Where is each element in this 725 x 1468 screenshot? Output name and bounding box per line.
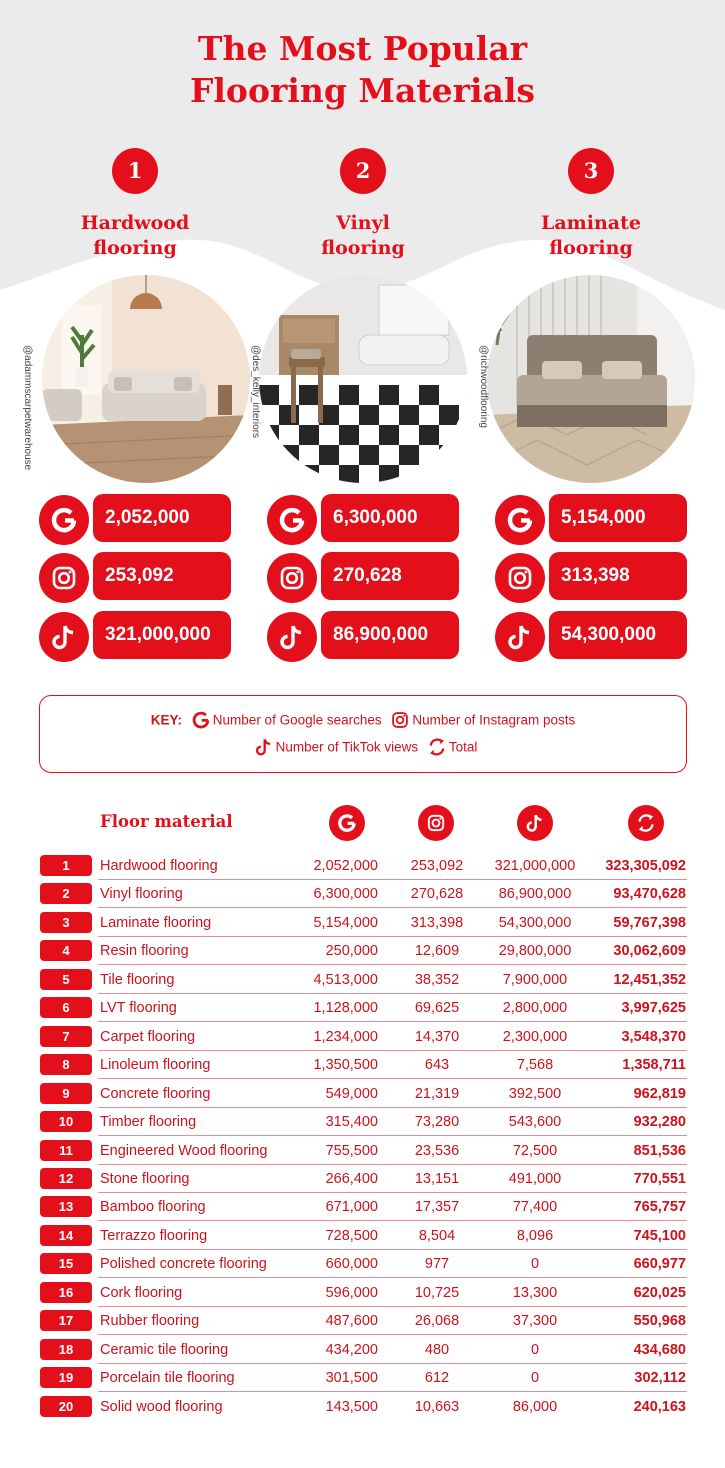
rank-number: 17 — [40, 1310, 92, 1331]
rank-number: 2 — [40, 883, 92, 904]
key-instagram-text: Number of Instagram posts — [412, 712, 576, 728]
table-row — [0, 1336, 725, 1364]
total: 770,551 — [633, 1170, 686, 1187]
total: 93,470,628 — [613, 886, 686, 903]
total: 3,548,370 — [621, 1028, 686, 1045]
total: 660,977 — [633, 1256, 686, 1273]
material-name: Polished concrete flooring — [100, 1256, 267, 1273]
instagram-posts: 313,398 — [410, 914, 464, 931]
instagram-posts: 10,725 — [414, 1284, 460, 1301]
tiktok-views: 2,300,000 — [502, 1028, 568, 1045]
material-name: Vinyl flooring — [321, 212, 405, 259]
total: 240,163 — [633, 1398, 686, 1415]
total-icon — [628, 805, 664, 841]
instagram-posts: 480 — [424, 1341, 450, 1358]
instagram-posts: 38,352 — [414, 971, 460, 988]
instagram-posts: 270,628 — [410, 886, 464, 903]
tiktok-views: 86,000 — [512, 1398, 558, 1415]
google-searches: 250,000 — [325, 943, 378, 960]
table-row — [0, 1364, 725, 1392]
table-row — [0, 1193, 725, 1221]
rank-number: 10 — [40, 1111, 92, 1132]
google-searches-value: 2,052,000 — [93, 494, 231, 542]
total: 12,451,352 — [613, 971, 686, 988]
total: 745,100 — [633, 1227, 686, 1244]
photo-credit: @adammscarpetwarehouse — [22, 345, 33, 471]
instagram-icon — [39, 553, 89, 603]
instagram-posts: 14,370 — [414, 1028, 460, 1045]
instagram-posts: 12,609 — [414, 943, 460, 960]
table-row — [0, 937, 725, 965]
material-name: Laminate flooring — [100, 914, 212, 931]
google-searches: 301,500 — [325, 1370, 378, 1387]
table-row — [0, 994, 725, 1022]
key-total-icon — [428, 738, 446, 756]
google-searches: 143,500 — [325, 1398, 378, 1415]
instagram-posts: 23,536 — [414, 1142, 460, 1159]
table-row — [0, 966, 725, 994]
rank-badge: 3 — [568, 148, 614, 194]
material-name: Hardwood flooring — [100, 858, 218, 874]
top-material-card-3 — [477, 0, 705, 670]
google-searches: 1,234,000 — [313, 1028, 378, 1045]
instagram-icon — [495, 553, 545, 603]
table-row — [0, 909, 725, 937]
material-name: Stone flooring — [100, 1170, 190, 1187]
material-name: Vinyl flooring — [100, 886, 183, 903]
rank-number: 9 — [40, 1083, 92, 1104]
google-searches: 6,300,000 — [313, 886, 378, 903]
material-name: Rubber flooring — [100, 1313, 200, 1330]
google-searches: 1,128,000 — [313, 1000, 378, 1017]
instagram-posts: 612 — [424, 1370, 450, 1387]
rank-number: 11 — [40, 1140, 92, 1161]
rank-number: 12 — [40, 1168, 92, 1189]
total: 3,997,625 — [621, 1000, 686, 1017]
table-row — [0, 1023, 725, 1051]
rank-number: 13 — [40, 1196, 92, 1217]
table-row — [0, 1051, 725, 1079]
total: 765,757 — [633, 1199, 686, 1216]
instagram-posts: 8,504 — [418, 1227, 456, 1244]
tiktok-views: 2,800,000 — [502, 1000, 568, 1017]
google-searches-value: 5,154,000 — [549, 494, 687, 542]
instagram-posts: 643 — [424, 1057, 450, 1074]
rank-number: 4 — [40, 940, 92, 961]
table-row — [0, 1250, 725, 1278]
instagram-posts: 13,151 — [414, 1170, 460, 1187]
total: 30,062,609 — [613, 943, 686, 960]
key-label: KEY: — [150, 712, 183, 728]
instagram-icon — [418, 805, 454, 841]
instagram-posts: 26,068 — [414, 1313, 460, 1330]
google-searches: 434,200 — [325, 1341, 378, 1358]
google-searches: 1,350,500 — [313, 1057, 378, 1074]
table-row — [0, 1137, 725, 1165]
rank-number: 8 — [40, 1054, 92, 1075]
key-google-icon — [192, 711, 210, 729]
total: 302,112 — [634, 1370, 686, 1387]
key-instagram-icon — [391, 711, 409, 729]
instagram-posts: 73,280 — [414, 1114, 460, 1131]
rank-number: 20 — [40, 1396, 92, 1417]
instagram-posts-value: 313,398 — [549, 552, 687, 600]
instagram-posts: 253,092 — [410, 858, 464, 874]
tiktok-views: 491,000 — [508, 1170, 562, 1187]
total: 962,819 — [633, 1085, 686, 1102]
table-row — [0, 1393, 725, 1421]
key-tiktok-text: Number of TikTok views — [275, 739, 419, 755]
tiktok-icon — [267, 612, 317, 662]
rank-number: 14 — [40, 1225, 92, 1246]
total: 932,280 — [633, 1114, 686, 1131]
table-row — [0, 1279, 725, 1307]
table-row — [0, 852, 725, 880]
tiktok-views-value: 321,000,000 — [93, 611, 231, 659]
rank-number: 15 — [40, 1253, 92, 1274]
instagram-posts-value: 253,092 — [93, 552, 231, 600]
table-row — [0, 1080, 725, 1108]
table-row — [0, 1307, 725, 1335]
instagram-icon — [267, 553, 317, 603]
tiktok-views: 8,096 — [516, 1227, 554, 1244]
tiktok-icon — [495, 612, 545, 662]
material-name: Resin flooring — [100, 943, 189, 960]
hardwood-room-photo — [42, 275, 250, 483]
tiktok-views: 72,500 — [512, 1142, 558, 1159]
tiktok-views: 29,800,000 — [498, 943, 572, 960]
table-row — [0, 1108, 725, 1136]
key-legend — [39, 695, 687, 773]
google-searches: 2,052,000 — [313, 858, 378, 874]
rank-number: 19 — [40, 1367, 92, 1388]
total: 59,767,398 — [613, 914, 686, 931]
key-tiktok-icon — [255, 738, 273, 756]
tiktok-views: 0 — [530, 1341, 540, 1358]
rank-number: 18 — [40, 1339, 92, 1360]
material-name: Engineered Wood flooring — [100, 1142, 268, 1159]
tiktok-views: 321,000,000 — [494, 858, 576, 874]
top-material-card-1 — [21, 0, 249, 670]
material-name: Solid wood flooring — [100, 1398, 223, 1415]
key-total-text: Total — [448, 739, 478, 755]
material-name: Cork flooring — [100, 1284, 183, 1301]
material-name: Timber flooring — [100, 1114, 197, 1131]
tiktok-views-value: 86,900,000 — [321, 611, 459, 659]
photo-credit: @des_kelly_interiors — [250, 345, 261, 438]
material-name: Tile flooring — [100, 971, 175, 988]
tiktok-icon — [39, 612, 89, 662]
google-searches: 266,400 — [325, 1170, 378, 1187]
page-title: The Most Popular Flooring Materials — [189, 29, 536, 110]
google-searches: 728,500 — [325, 1227, 378, 1244]
tiktok-views: 86,900,000 — [498, 886, 572, 903]
material-name: Laminate flooring — [541, 212, 641, 259]
tiktok-views: 54,300,000 — [498, 914, 572, 931]
tiktok-views: 392,500 — [508, 1085, 562, 1102]
instagram-posts: 977 — [424, 1256, 450, 1273]
tiktok-views: 77,400 — [512, 1199, 558, 1216]
table-row — [0, 880, 725, 908]
google-icon — [329, 805, 365, 841]
rank-badge: 2 — [340, 148, 386, 194]
google-searches: 315,400 — [325, 1114, 378, 1131]
google-searches: 487,600 — [325, 1313, 378, 1330]
material-name: Terrazzo flooring — [100, 1227, 208, 1244]
google-icon — [39, 495, 89, 545]
total: 620,025 — [633, 1284, 686, 1301]
instagram-posts: 17,357 — [414, 1199, 460, 1216]
rank-number: 3 — [40, 912, 92, 933]
total: 323,305,092 — [605, 858, 686, 874]
vinyl-bathroom-photo — [259, 275, 467, 483]
rank-number: 5 — [40, 969, 92, 990]
google-searches: 549,000 — [325, 1085, 378, 1102]
google-icon — [267, 495, 317, 545]
total: 1,358,711 — [622, 1057, 686, 1074]
laminate-bedroom-photo — [487, 275, 695, 483]
instagram-posts-value: 270,628 — [321, 552, 459, 600]
rank-number: 6 — [40, 997, 92, 1018]
key-google-text: Number of Google searches — [212, 712, 382, 728]
tiktok-views: 13,300 — [512, 1284, 558, 1301]
material-name: LVT flooring — [100, 1000, 177, 1017]
material-name: Carpet flooring — [100, 1028, 196, 1045]
photo-credit: @richwoodflooring — [478, 345, 489, 428]
google-searches-value: 6,300,000 — [321, 494, 459, 542]
total: 434,680 — [633, 1341, 686, 1358]
tiktok-views: 0 — [530, 1370, 540, 1387]
table-header-material: Floor material — [100, 812, 233, 831]
rank-number: 7 — [40, 1026, 92, 1047]
tiktok-views-value: 54,300,000 — [549, 611, 687, 659]
total: 550,968 — [633, 1313, 686, 1330]
tiktok-views: 7,568 — [516, 1057, 554, 1074]
material-name: Ceramic tile flooring — [100, 1341, 229, 1358]
top-material-card-2 — [249, 0, 477, 670]
google-searches: 5,154,000 — [313, 914, 378, 931]
material-name: Linoleum flooring — [100, 1057, 211, 1074]
instagram-posts: 10,663 — [414, 1398, 460, 1415]
tiktok-views: 37,300 — [512, 1313, 558, 1330]
table-row — [0, 1222, 725, 1250]
tiktok-views: 0 — [530, 1256, 540, 1273]
material-name: Hardwood flooring — [80, 212, 190, 259]
google-icon — [495, 495, 545, 545]
instagram-posts: 69,625 — [414, 1000, 460, 1017]
google-searches: 671,000 — [325, 1199, 378, 1216]
material-name: Bamboo flooring — [100, 1199, 206, 1216]
tiktok-views: 543,600 — [508, 1114, 562, 1131]
material-name: Porcelain tile flooring — [100, 1370, 235, 1387]
google-searches: 4,513,000 — [313, 971, 378, 988]
rank-number: 1 — [40, 855, 92, 876]
table-row — [0, 1165, 725, 1193]
google-searches: 660,000 — [325, 1256, 378, 1273]
tiktok-icon — [517, 805, 553, 841]
material-name: Concrete flooring — [100, 1085, 211, 1102]
total: 851,536 — [633, 1142, 686, 1159]
rank-number: 16 — [40, 1282, 92, 1303]
google-searches: 755,500 — [325, 1142, 378, 1159]
google-searches: 596,000 — [325, 1284, 378, 1301]
instagram-posts: 21,319 — [414, 1085, 460, 1102]
tiktok-views: 7,900,000 — [502, 971, 568, 988]
rank-badge: 1 — [112, 148, 158, 194]
